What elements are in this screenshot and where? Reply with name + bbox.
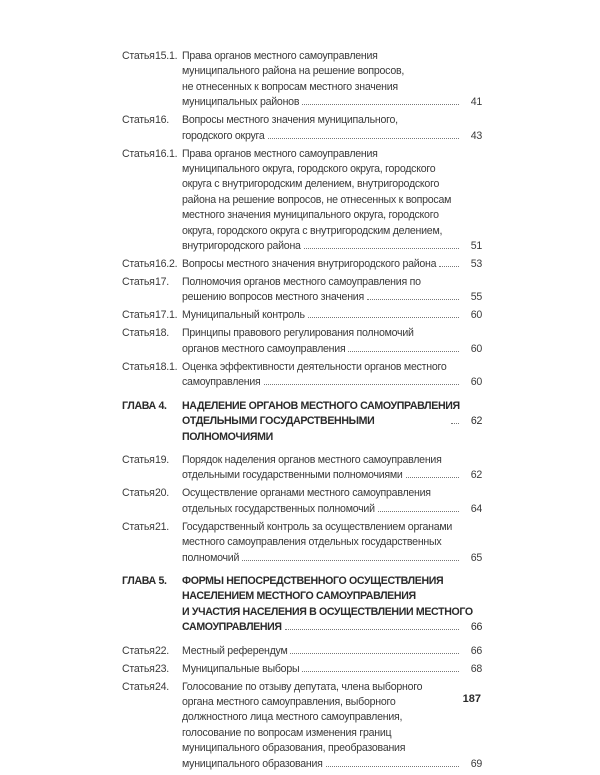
title-last-line [182,375,482,390]
entry-title [182,147,482,255]
title-last-line [182,620,482,635]
title-line: Голосование по отзыву депутата, члена выборного [182,680,423,693]
title-line: отдельными государственными полномочиями [182,469,403,482]
entry-label: Статья [122,662,155,675]
dot-leader [308,308,459,318]
entry-number: 16. [155,114,169,127]
entry-label: Статья [122,114,155,127]
title-line: Местный референдум [182,644,288,657]
title-line: Государственный контроль за осуществлением органами [182,520,453,533]
entry-number: 21. [155,520,169,533]
title-last-line [182,308,482,323]
title-line: Муниципальный контроль [182,309,305,322]
title-line: САМОУПРАВЛЕНИЯ [182,621,282,634]
entry-number: 24. [155,680,169,693]
title-line: Права органов местного самоуправления [182,50,378,62]
title-last-line [182,502,482,517]
entry-label: Статья [122,520,155,533]
dot-leader [406,468,459,478]
toc-article[interactable] [122,680,482,772]
entry-title [182,399,482,445]
dot-leader [326,757,459,767]
title-line: Муниципальные выборы [182,662,300,675]
toc-chapter[interactable] [122,574,482,636]
entry-title [182,680,482,772]
title-line: голосование по вопросам изменения границ [182,726,392,739]
entry-number: 18.1. [155,360,178,373]
title-line: внутригородского района [182,240,301,253]
entry-number: 16.2. [155,258,178,271]
entry-title [182,49,482,111]
dot-leader [290,644,459,654]
toc-article[interactable] [122,453,482,484]
entry-label: Статья [122,487,155,500]
dot-leader [439,257,459,267]
title-last-line [182,239,482,254]
title-line: местного значения муниципального округа, городского [182,209,439,222]
entry-page: 64 [470,502,482,515]
title-last-line [182,95,482,110]
title-last-line [182,290,482,305]
entry-title [182,360,482,391]
title-line: района на решение вопросов, не отнесенных к вопросам [182,193,452,206]
title-line: округа с внутригородским делением, внутригородского [182,178,440,191]
dot-leader [378,502,459,512]
title-line: не отнесенных к вопросам местного значения [182,80,398,93]
page-number: 187 [462,693,481,705]
entry-label: Статья [122,309,155,322]
toc-article[interactable] [122,49,482,111]
entry-label: Статья [122,327,155,340]
entry-label: Статья [122,360,155,373]
entry-title [182,257,482,272]
title-line: И УЧАСТИЯ НАСЕЛЕНИЯ В ОСУЩЕСТВЛЕНИИ МЕСТНОГО [182,605,473,618]
entry-title [182,644,482,659]
entry-number: 19. [155,453,169,466]
title-last-line [182,468,482,483]
toc-article[interactable] [122,257,482,272]
entry-page: 41 [470,96,482,109]
entry-page: 62 [470,415,482,428]
toc-article[interactable] [122,113,482,144]
entry-page: 51 [470,240,482,253]
entry-title [182,275,482,306]
title-line: ОТДЕЛЬНЫМИ ГОСУДАРСТВЕННЫМИ ПОЛНОМОЧИЯМИ [182,415,375,443]
entry-label: Статья [122,276,155,289]
title-line: Полномочия органов местного самоуправления по [182,276,421,289]
entry-page: 66 [470,644,482,657]
entry-page: 55 [470,291,482,304]
toc-article[interactable] [122,360,482,391]
entry-number: 15.1. [155,50,178,62]
entry-title [182,453,482,484]
table-of-contents [122,49,482,775]
toc-article[interactable] [122,326,482,357]
title-line: решению вопросов местного значения [182,291,364,304]
title-last-line [182,644,482,659]
title-line: Оценка эффективности деятельности органов местного [182,360,447,373]
toc-article[interactable] [122,147,482,255]
title-line: муниципальных районов [182,96,300,109]
dot-leader [451,414,459,424]
entry-label: Статья [122,644,155,657]
entry-number: 18. [155,327,169,340]
entry-page: 60 [470,342,482,355]
dot-leader [264,375,459,385]
title-line: Вопросы местного значения муниципального, [182,114,398,127]
entry-number: 17.1. [155,309,178,322]
title-line: органа местного самоуправления, выборного [182,695,396,708]
toc-article[interactable] [122,486,482,517]
title-line: Осуществление органами местного самоуправления [182,487,431,500]
entry-label: Статья [122,50,155,62]
entry-number: 17. [155,276,169,289]
title-line: самоуправления [182,376,261,389]
entry-page: 66 [470,621,482,634]
entry-label: Статья [122,453,155,466]
title-line: Вопросы местного значения внутригородского района [182,258,437,271]
dot-leader [302,95,459,105]
dot-leader [242,551,459,561]
entry-title [182,520,482,566]
title-line: полномочий [182,551,240,564]
title-line: НАДЕЛЕНИЕ ОРГАНОВ МЕСТНОГО САМОУПРАВЛЕНИЯ [182,399,460,412]
entry-label: ГЛАВА 5. [122,574,167,587]
dot-leader [367,290,459,300]
toc-article[interactable] [122,644,482,659]
entry-page: 62 [470,469,482,482]
title-last-line [182,662,482,677]
title-line: муниципального округа, городского округа, городского [182,163,436,176]
title-line: муниципального образования, преобразования [182,742,406,755]
title-line: муниципального района на решение вопросов, [182,65,405,78]
entry-page: 69 [470,757,482,770]
toc-chapter[interactable] [122,399,482,445]
dot-leader [302,662,459,672]
toc-article[interactable] [122,275,482,306]
toc-article[interactable] [122,520,482,566]
title-last-line [182,257,482,272]
title-last-line [182,129,482,144]
dot-leader [348,342,459,352]
entry-number: 23. [155,662,169,675]
entry-title [182,326,482,357]
toc-article[interactable] [122,308,482,323]
title-line: должностного лица местного самоуправления, [182,711,403,724]
title-line: органов местного самоуправления [182,342,346,355]
entry-title [182,662,482,677]
toc-article[interactable] [122,662,482,677]
title-last-line [182,414,482,445]
title-last-line [182,342,482,357]
entry-title [182,486,482,517]
entry-number: 22. [155,644,169,657]
dot-leader [268,129,459,139]
entry-page: 65 [470,551,482,564]
title-line: местного самоуправления отдельных государственных [182,536,442,549]
entry-page: 53 [470,258,482,271]
title-last-line [182,757,482,772]
title-line: городского округа [182,129,265,142]
dot-leader [304,239,459,249]
title-line: НАСЕЛЕНИЕМ МЕСТНОГО САМОУПРАВЛЕНИЯ [182,590,416,603]
entry-number: 16.1. [155,147,178,160]
title-line: Права органов местного самоуправления [182,147,378,160]
entry-page: 60 [470,309,482,322]
entry-page: 68 [470,662,482,675]
entry-page: 43 [470,129,482,142]
entry-title [182,574,482,636]
title-line: округа, городского округа с внутригородским делением, [182,224,443,237]
title-line: ФОРМЫ НЕПОСРЕДСТВЕННОГО ОСУЩЕСТВЛЕНИЯ [182,574,444,587]
entry-label: ГЛАВА 4. [122,399,167,412]
title-line: Порядок наделения органов местного самоуправления [182,453,442,466]
entry-label: Статья [122,258,155,271]
entry-number: 20. [155,487,169,500]
entry-title [182,113,482,144]
dot-leader [285,620,459,630]
title-line: Принципы правового регулирования полномочий [182,327,414,340]
entry-title [182,308,482,323]
entry-page: 60 [470,376,482,389]
title-line: муниципального образования [182,757,323,770]
title-line: отдельных государственных полномочий [182,502,375,515]
entry-label: Статья [122,147,155,160]
entry-label: Статья [122,680,155,693]
title-last-line [182,551,482,566]
